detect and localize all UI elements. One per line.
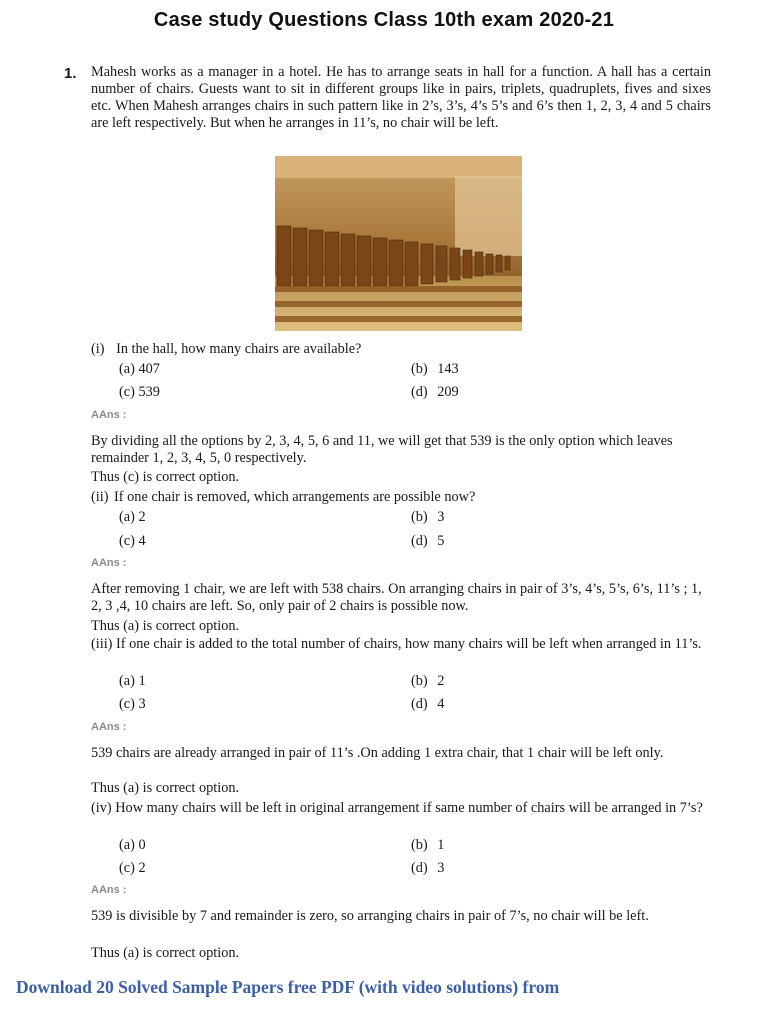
option-b: (b) 2 bbox=[411, 673, 445, 689]
answer-label: AAns : bbox=[91, 409, 127, 421]
part-text: In the hall, how many chairs are available? bbox=[116, 341, 362, 357]
option-d: (d) 3 bbox=[411, 860, 445, 876]
part-label: (iv) bbox=[91, 800, 112, 816]
hall-chairs-image bbox=[275, 156, 522, 331]
question-part-i bbox=[91, 341, 711, 358]
part-text: If one chair is removed, which arrangements are possible now? bbox=[114, 489, 476, 505]
answer-conclusion: Thus (a) is correct option. bbox=[91, 945, 240, 961]
part-label: (ii) bbox=[91, 489, 109, 505]
answer-text: After removing 1 chair, we are left with 538 chairs. On arranging chairs in pair of 3’s, 4’s, 5’s, 6’s, 11’s ; 1, 2, 3 ,4, 10 chairs are left. So, only pair of 2 chairs is possible now. bbox=[91, 581, 702, 614]
answer-text: By dividing all the options by 2, 3, 4, 5, 6 and 11, we will get that 539 is the only option which leaves remainder 1, 2, 3, 4, 5, 0 respectively. bbox=[91, 433, 673, 466]
download-link[interactable]: Download 20 Solved Sample Papers free PDF (with video solutions) from bbox=[16, 977, 560, 997]
option-a: (a) 407 bbox=[119, 361, 160, 377]
option-c: (c) 3 bbox=[119, 696, 146, 712]
option-b: (b) 143 bbox=[411, 361, 459, 377]
answer-conclusion: Thus (a) is correct option. bbox=[91, 618, 240, 634]
answer-conclusion: Thus (a) is correct option. bbox=[91, 780, 240, 796]
part-text: How many chairs will be left in original arrangement if same number of chairs will be arranged in 7’s? bbox=[115, 800, 703, 816]
option-b: (b) 3 bbox=[411, 509, 445, 525]
option-a: (a) 0 bbox=[119, 837, 146, 853]
answer-label: AAns : bbox=[91, 557, 127, 569]
option-d: (d) 209 bbox=[411, 384, 459, 400]
part-label: (i) bbox=[91, 341, 105, 357]
option-a: (a) 1 bbox=[119, 673, 146, 689]
option-a: (a) 2 bbox=[119, 509, 146, 525]
option-c: (c) 4 bbox=[119, 533, 146, 549]
answer-text: 539 chairs are already arranged in pair of 11’s .On adding 1 extra chair, that 1 chair will be left only. bbox=[91, 745, 664, 761]
question-number: 1. bbox=[64, 65, 77, 82]
page-title: Case study Questions Class 10th exam 2020-21 bbox=[153, 9, 615, 31]
question-part-iii bbox=[91, 636, 711, 653]
question-intro: Mahesh works as a manager in a hotel. He has to arrange seats in hall for a function. A hall has a certain number of chairs. Guests want to sit in different groups like in pairs, triplets, quadruplets, fives and sixes etc. When Mahesh arranges chairs in such pattern like in 2’s, 3’s, 4’s 5’s and 6’s then 1, 2, 3, 4 and 5 chairs are left respectively. But when he arranges in 11’s, no chair will be left. bbox=[91, 64, 711, 131]
option-c: (c) 2 bbox=[119, 860, 146, 876]
question-part-ii bbox=[91, 489, 711, 506]
part-label: (iii) bbox=[91, 636, 113, 652]
option-b: (b) 1 bbox=[411, 837, 445, 853]
answer-conclusion: Thus (c) is correct option. bbox=[91, 469, 240, 485]
answer-label: AAns : bbox=[91, 721, 127, 733]
option-d: (d) 4 bbox=[411, 696, 445, 712]
answer-label: AAns : bbox=[91, 884, 127, 896]
answer-text: 539 is divisible by 7 and remainder is zero, so arranging chairs in pair of 7’s, no chair will be left. bbox=[91, 908, 649, 924]
question-part-iv bbox=[91, 800, 711, 817]
part-text: If one chair is added to the total number of chairs, how many chairs will be left when arranged in 11’s. bbox=[116, 636, 702, 652]
option-d: (d) 5 bbox=[411, 533, 445, 549]
option-c: (c) 539 bbox=[119, 384, 160, 400]
